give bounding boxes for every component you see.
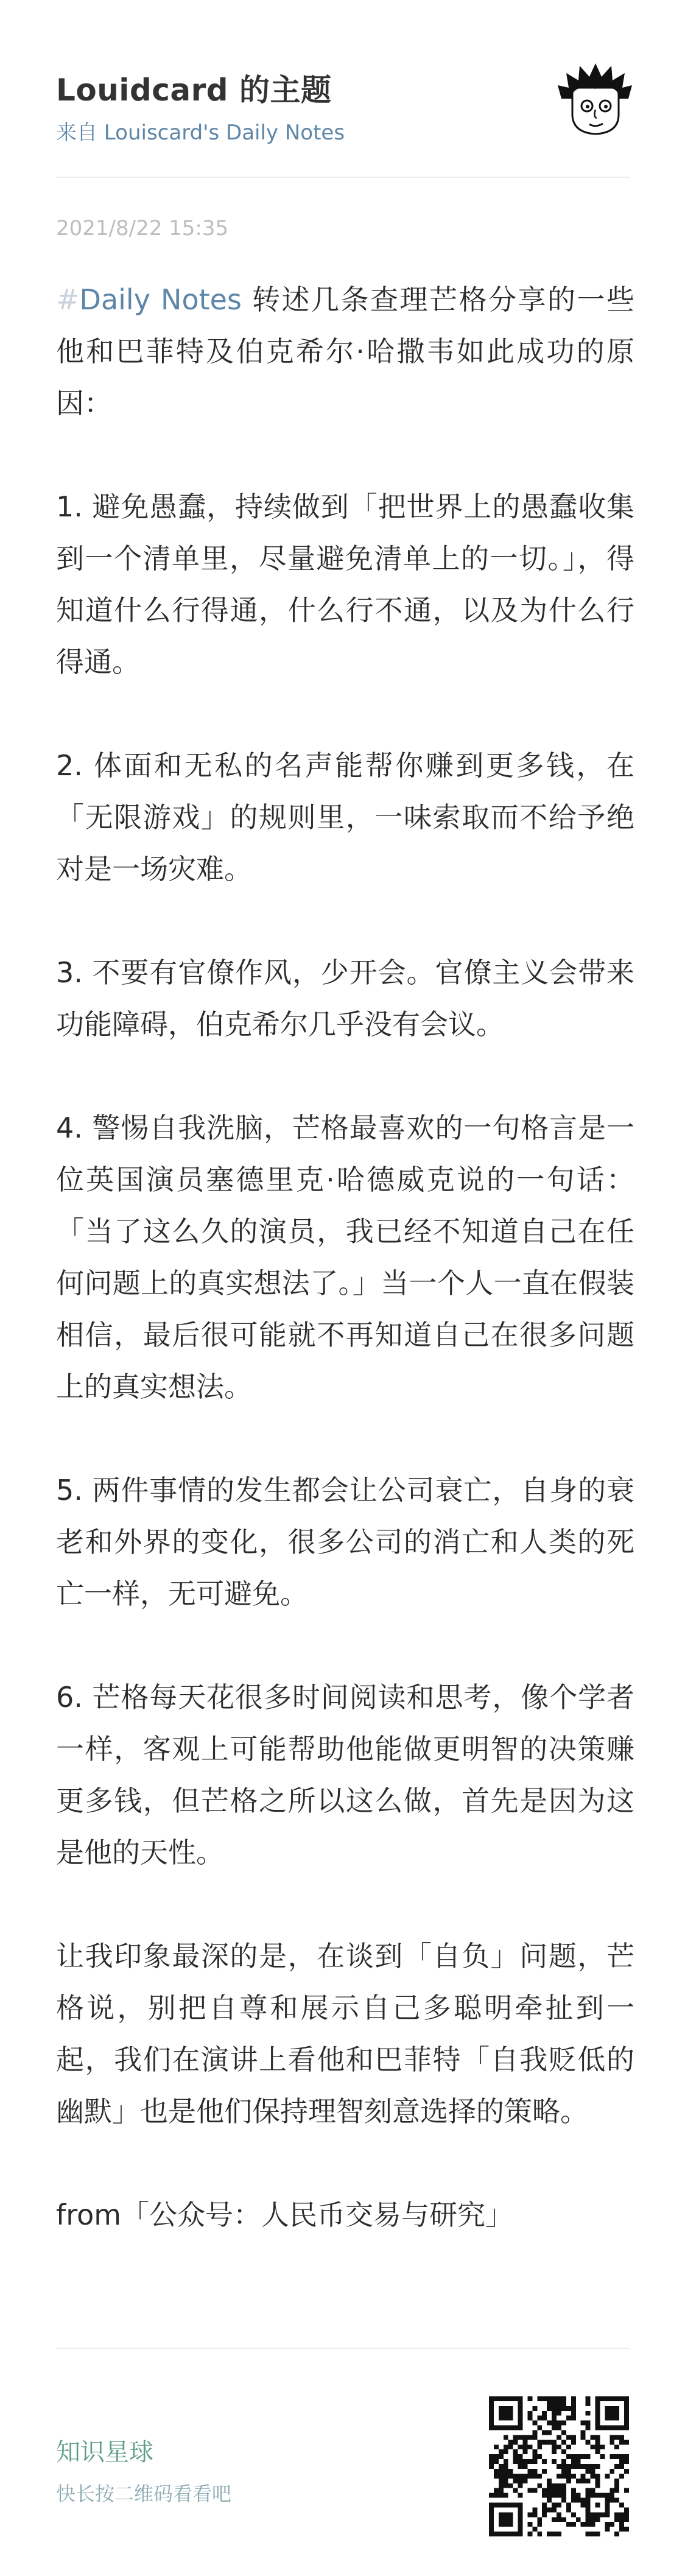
hashtag-label: Daily Notes xyxy=(79,283,242,316)
paragraph-4: 4. 警惕自我洗脑，芒格最喜欢的一句格言是一位英国演员塞德里克·哈德威克说的一句话：「当了这么久的演员，我已经不知道自己在任何问题上的真实想法了。」当一个人一直在假装相信，最后很可能就不再知道自己在很多问题上的真实想法。 xyxy=(56,1111,634,1403)
paragraph-source: from「公众号：人民币交易与研究」 xyxy=(56,2198,514,2231)
footer xyxy=(56,2396,629,2543)
post-intro xyxy=(56,274,634,429)
header-divider xyxy=(56,177,629,178)
footer-title: 知识星球 xyxy=(56,2438,153,2466)
intro-text: 转述几条查理芒格分享的一些他和巴菲特及伯克希尔·哈撒韦如此成功的原因： xyxy=(56,283,635,420)
source-subtitle[interactable]: 来自 Louiscard's Daily Notes xyxy=(56,121,345,145)
paragraph-6: 6. 芒格每天花很多时间阅读和思考，像个学者一样，客观上可能帮助他能做更明智的决策赚更多钱，但芒格之所以这么做，首先是因为这是他的天性。 xyxy=(56,1681,634,1869)
paragraph-closing: 让我印象最深的是，在谈到「自负」问题，芒格说，别把自尊和展示自己多聪明牵扯到一起，我们在演讲上看他和巴菲特「自我贬低的幽默」也是他们保持理智刻意选择的策略。 xyxy=(56,1940,634,2128)
paragraph-3: 3. 不要有官僚作风，少开会。官僚主义会带来功能障碍，伯克希尔几乎没有会议。 xyxy=(56,956,634,1041)
hashtag-daily-notes[interactable] xyxy=(56,283,242,316)
footer-divider xyxy=(56,2348,629,2349)
hashtag-symbol: # xyxy=(56,283,80,316)
footer-hint: 快长按二维码看看吧 xyxy=(56,2482,232,2505)
qr-code-icon[interactable] xyxy=(489,2396,629,2536)
paragraph-1: 1. 避免愚蠢，持续做到「把世界上的愚蠢收集到一个清单里，尽量避免清单上的一切。」，得知道什么行得通，什么行不通，以及为什么行得通。 xyxy=(56,490,634,678)
post-timestamp: 2021/8/22 15:35 xyxy=(56,216,229,241)
paragraph-5: 5. 两件事情的发生都会让公司衰亡，自身的衰老和外界的变化，很多公司的消亡和人类的死亡一样，无可避免。 xyxy=(56,1474,634,1610)
header xyxy=(56,61,634,158)
paragraph-2: 2. 体面和无私的名声能帮你赚到更多钱，在「无限游戏」的规则里，一味索取而不给予绝对是一场灾难。 xyxy=(56,749,634,885)
cartoon-avatar-icon[interactable] xyxy=(555,61,634,140)
post-content xyxy=(56,274,634,2293)
page-title: Louidcard 的主题 xyxy=(56,72,332,108)
